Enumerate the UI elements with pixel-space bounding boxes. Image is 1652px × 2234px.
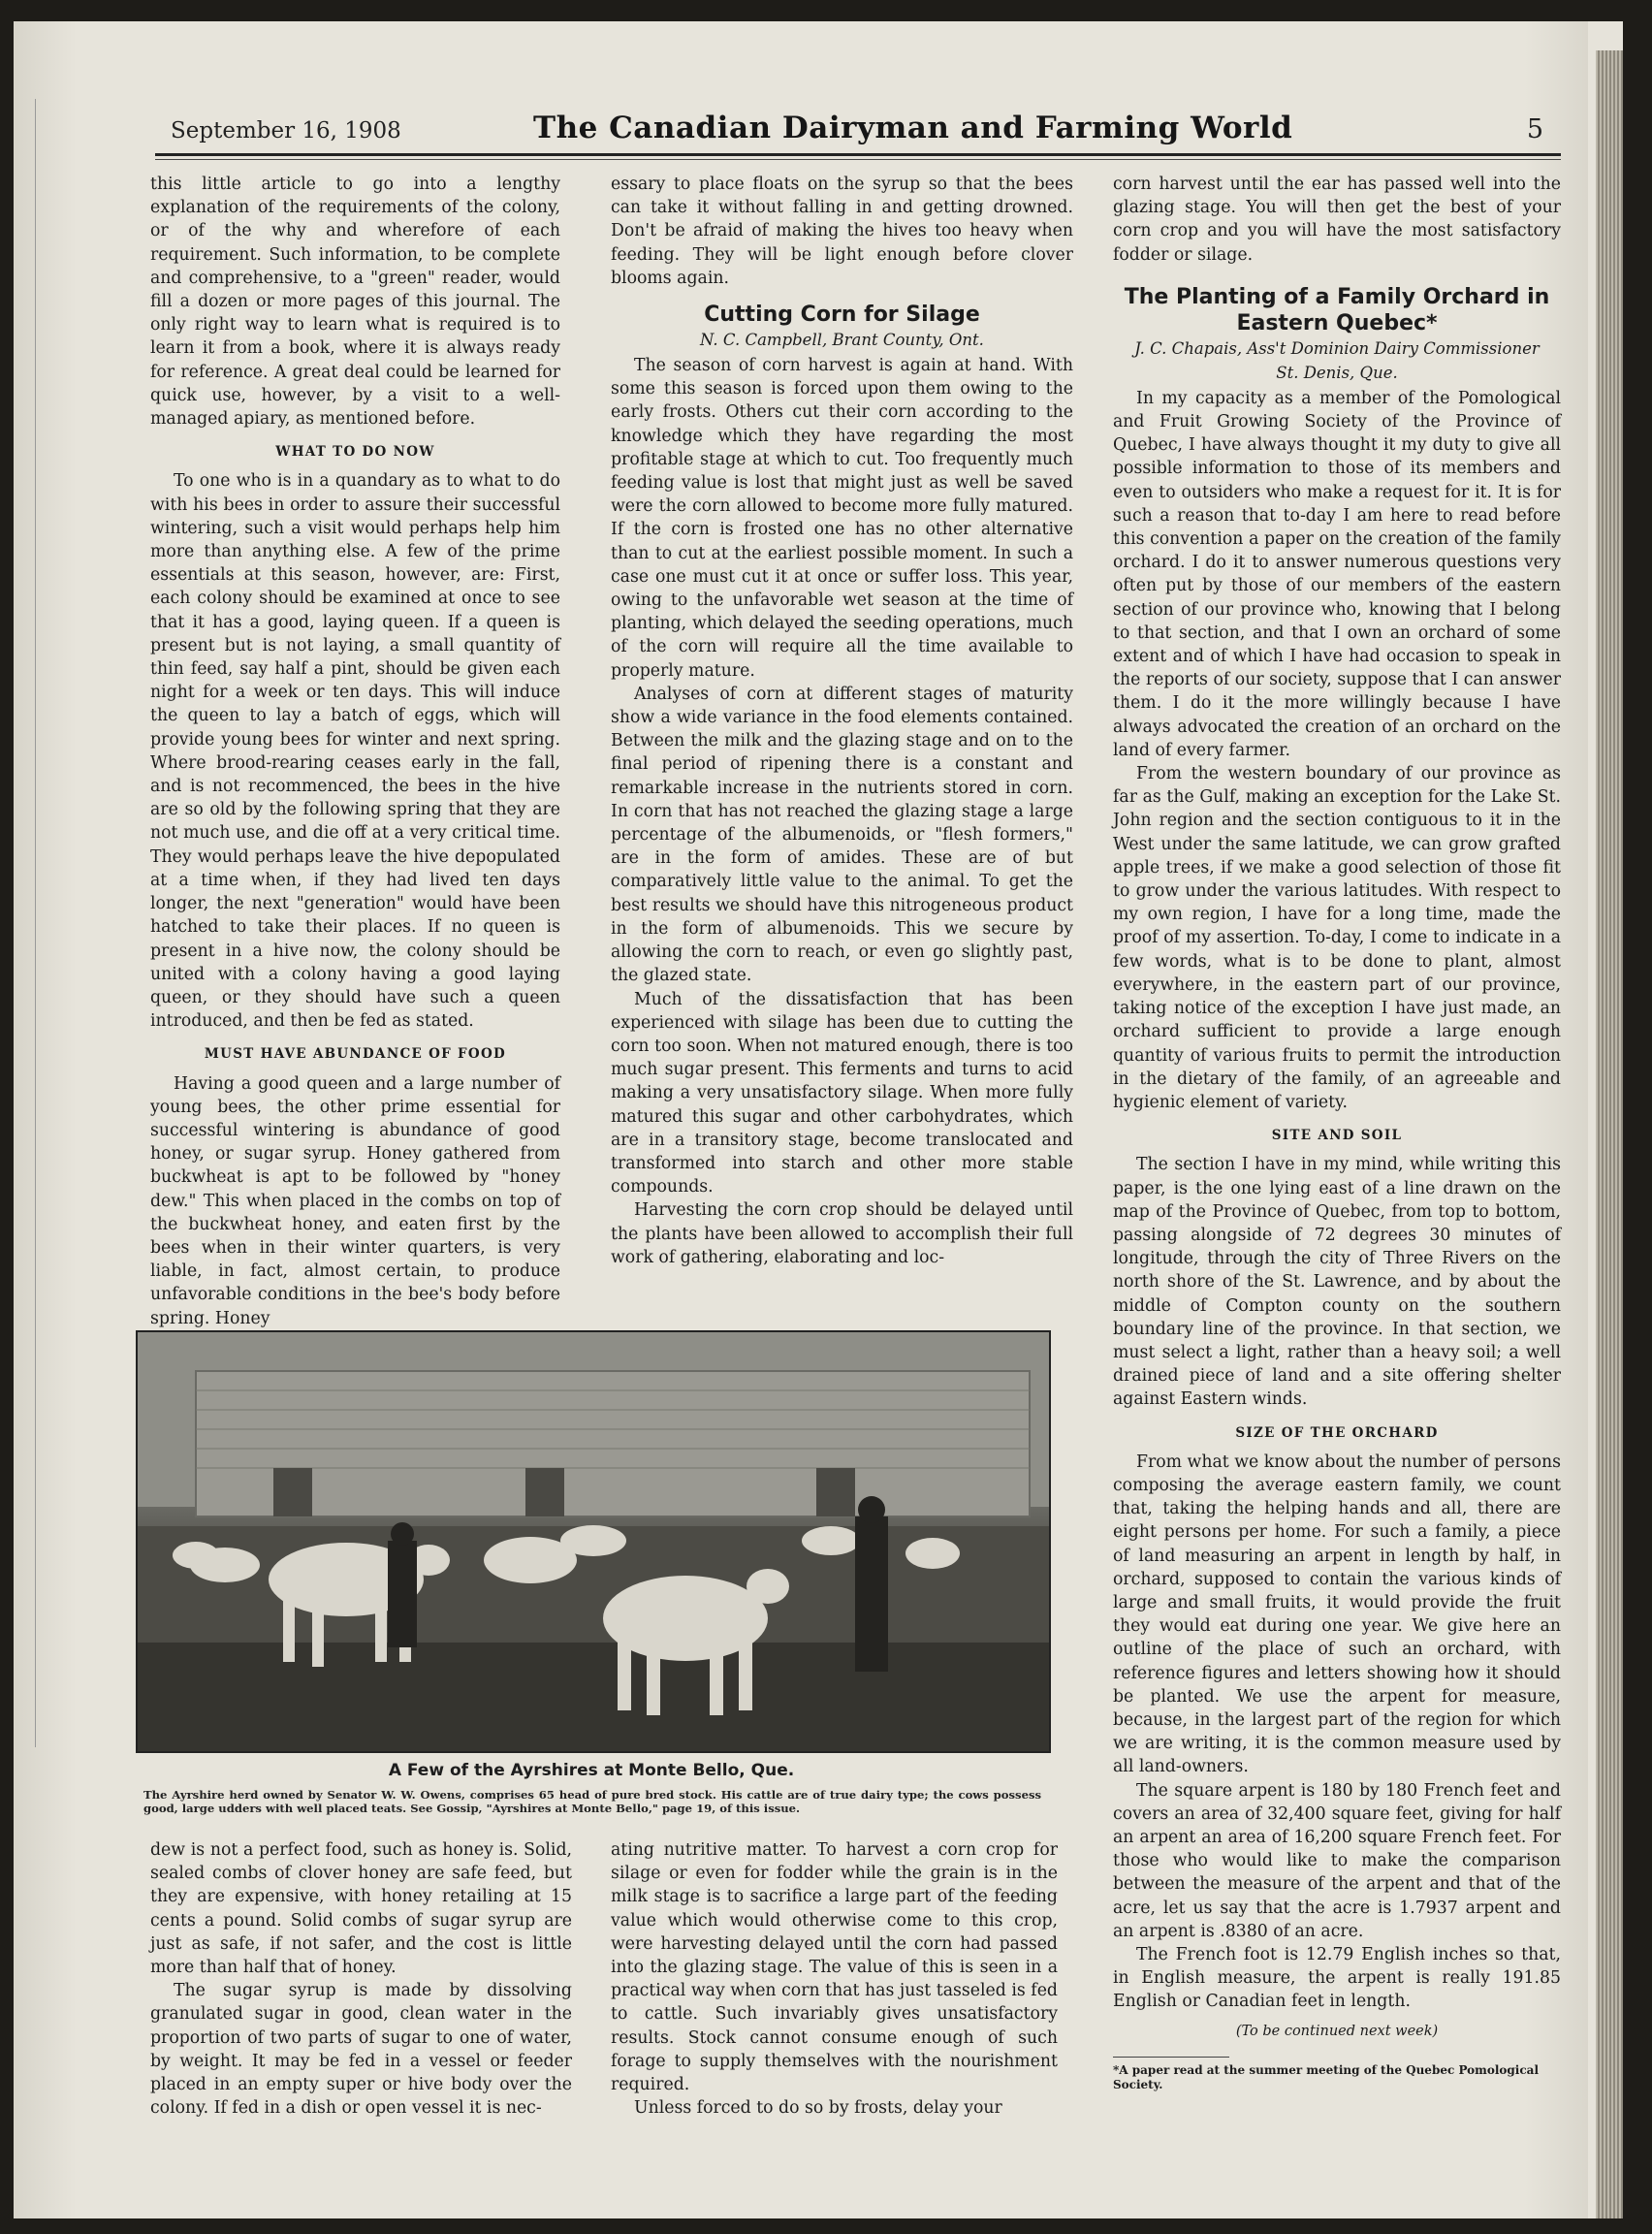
- subheading-what-to-do-now: WHAT TO DO NOW: [275, 444, 435, 461]
- paragraph: In my capacity as a member of the Pomological and Fruit Growing Society of the Province of Quebec, I have always thought it my duty to give all possible information to those of its members and even to outsiders who make a request for it. It is for such a reason that to-day I am here to read before this convention a paper on the creation of the family orchard. I do it to answer numerous questions very often put by those of our members of the eastern section of our province who, knowing that I belong to that section, and that I own an orchard of some extent and of which I have had occasion to speak in the reports of our society, suppose that I can answer them. I do it the more willingly because I have always advocated the creation of an orchard on the land of every farmer.: [1113, 388, 1561, 760]
- paragraph: From the western boundary of our province as far as the Gulf, making an exception for the Lake St. John region and the section contiguous to it in the West under the same latitude, we can grow grafted apple trees, if we make a good selection of those fit to grow under the various latitudes. With respect to my own region, I have for a long time, made the proof of my assertion. To-day, I come to indicate in a few words, what is to be done to plant, almost everywhere, in the eastern part of our province, taking notice of the exception I have just made, an orchard sufficient to provide a large enough quantity of various fruits to permit the introduction in the dietary of the family, of an agreeable and hygienic element of variety.: [1113, 764, 1561, 1112]
- paragraph: this little article to go into a lengthy explanation of the requirements of the colony, or of the why and wherefore of each requirement. Such information, to be complete and comprehensive, to a "green" reader, would fill a dozen or more pages of this journal. The only right way to learn what is required is to learn it from a book, where it is always ready for reference. A great deal could be learned for quick use, however, by a visit to a well-managed apiary, as mentioned before.: [150, 175, 560, 430]
- page-edge-stack: [1596, 50, 1623, 2218]
- paragraph: essary to place floats on the syrup so that the bees can take it without falling in and getting drowned. Don't be afraid of making the hives too heavy when feeding. They will be light enough before clover blooms again.: [611, 175, 1073, 288]
- paragraph: The section I have in my mind, while writing this paper, is the one lying east of a line drawn on the map of the Province of Quebec, from top to bottom, passing alongside of 72 degrees 30 minutes of longitude, through the city of Three Rivers on the north shore of the St. Lawrence, and by about the middle of Compton county on the southern boundary line of the province. In that section, we must select a light, rather than a heavy soil; a well drained piece of land and a site offering shelter against Eastern winds.: [1113, 1155, 1561, 1410]
- paragraph: Much of the dissatisfaction that has been experienced with silage has been due to cutting the corn too soon. When not matured enough, there is too much sugar present. This ferments and turns to acid making a very unsatisfactory silage. When more fully matured this sugar and other carbohydrates, which are in a transitory stage, become translocated and transformed into starch and other more stable compounds.: [611, 989, 1073, 1197]
- header-title: The Canadian Dairyman and Farming World: [533, 111, 1293, 145]
- byline: J. C. Chapais, Ass't Dominion Dairy Commissioner: [1134, 338, 1540, 358]
- subheading-site-and-soil: SITE AND SOIL: [1271, 1128, 1403, 1144]
- article-title-family-orchard: The Planting of a Family Orchard in Eastern Quebec*: [1124, 284, 1550, 335]
- paragraph: dew is not a perfect food, such as honey is. Solid, sealed combs of clover honey are safe feed, but they are expensive, with honey retailing at 15 cents a pound. Solid combs of sugar syrup are just as safe, if not safer, and the cost is little more than half that of honey.: [150, 1840, 572, 1978]
- paragraph: The square arpent is 180 by 180 French feet and covers an area of 32,400 square feet, giving for half an arpent an area of 16,200 square French feet. For those who would like to make the comparison between the measure of the arpent and that of the acre, let us say that the acre is 1.7937 arpent and an arpent is .8380 of an acre.: [1113, 1780, 1561, 1941]
- paragraph: The French foot is 12.79 English inches so that, in English measure, the arpent is really 191.85 English or Canadian feet in length.: [1113, 1945, 1561, 2012]
- column-2: [611, 173, 1073, 1269]
- continued-note: (To be continued next week): [1235, 2023, 1439, 2039]
- column-1: [150, 173, 560, 1330]
- paragraph: Analyses of corn at different stages of maturity show a wide variance in the food elements contained. Between the milk and the glazing stage and on to the final period of ripening there is a constant and remarkable increase in the nutrients stored in corn. In corn that has not reached the glazing stage a large percentage of the albumenoids, or "flesh formers," are in the form of amides. These are of but comparatively little value to the animal. To get the best results we should have this nitrogeneous product in the form of albumenoids. This we secure by allowing the corn to reach, or even go slightly past, the glazed state.: [611, 684, 1073, 986]
- paragraph: The sugar syrup is made by dissolving granulated sugar in good, clean water in the proportion of two parts of sugar to one of water, by weight. It may be fed in a vessel or feeder placed in an empty super or hive body over the colony. If fed in a dish or open vessel it is nec-: [150, 1981, 572, 2119]
- footnote-rule: [1113, 2057, 1229, 2058]
- photo-illustration: [138, 1332, 1049, 1751]
- byline-location: St. Denis, Que.: [1276, 363, 1398, 382]
- bottom-column-1: [150, 1838, 572, 2120]
- paragraph: From what we know about the number of persons composing the average eastern family, we count that, taking the helping hands and all, there are eight persons per home. For such a family, a piece of land measuring an arpent in length by half, in orchard, supposed to contain the various kinds of large and small fruits, it would provide the fruit they would eat during one year. We give here an outline of the place of such an orchard, with reference figures and letters showing how it should be planted. We use the arpent for measure, because, in the largest part of the region for which we are writing, it is the common measure used by all land-owners.: [1113, 1452, 1561, 1777]
- binding-line: [35, 99, 36, 1747]
- subheading-abundance-of-food: MUST HAVE ABUNDANCE OF FOOD: [204, 1046, 507, 1063]
- header-date: September 16, 1908: [171, 118, 401, 144]
- photo-caption-text: The Ayrshire herd owned by Senator W. W. Owens, comprises 65 head of pure bred stock. His cattle are of true dairy type; the cows possess good, large udders with well placed teats. See Gossip, "Ayrshires at Monte Bello," page 19, of this issue.: [143, 1788, 1041, 1815]
- paragraph: Harvesting the corn crop should be delayed until the plants have been allowed to accomplish their full work of gathering, elaborating and loc-: [611, 1200, 1073, 1267]
- column-3: [1113, 173, 1561, 2092]
- paragraph: corn harvest until the ear has passed well into the glazing stage. You will then get the best of your corn crop and you will have the most satisfactory fodder or silage.: [1113, 175, 1561, 265]
- article-title-corn-silage: Cutting Corn for Silage: [704, 303, 980, 328]
- footnote: *A paper read at the summer meeting of the Quebec Pomological Society.: [1113, 2062, 1540, 2091]
- page-number: 5: [1526, 114, 1543, 144]
- paragraph: To one who is in a quandary as to what to do with his bees in order to assure their successful wintering, such a visit would perhaps help him more than anything else. A few of the prime essentials at this season, however, are: First, each colony should be examined at once to see that it has a good, laying queen. If a queen is present but is not laying, a small quantity of thin feed, say half a pint, should be given each night for a week or ten days. This will induce the queen to lay a batch of eggs, which will provide young bees for winter and next spring. Where brood-rearing ceases early in the fall, and is not recommenced, the bees in the hive are so old by the following spring that they are not much use, and die off at a very critical time. They would perhaps leave the hive depopulated at a time when, if they had lived ten days longer, the next "generation" would have been hatched to take their places. If no queen is present in a hive now, the colony should be united with a colony having a good laying queen, or they should have such a queen introduced, and then be fed as stated.: [150, 471, 560, 1032]
- paragraph: Unless forced to do so by frosts, delay your: [634, 2098, 1002, 2119]
- paragraph: Having a good queen and a large number of young bees, the other prime essential for successful wintering is abundance of good honey, or sugar syrup. Honey gathered from buckwheat is apt to be followed by "honey dew." This when placed in the combs on top of the buckwheat honey, and eaten first by the bees when in their winter quarters, is very liable, in fact, almost certain, to produce unfavorable conditions in the bee's body before spring. Honey: [150, 1073, 560, 1328]
- paragraph: The season of corn harvest is again at hand. With some this season is forced upon them owing to the early frosts. Others cut their corn according to the knowledge which they have regarding the most profitable stage at which to cut. Too frequently much feeding value is lost that might just as well be saved were the corn allowed to become more fully matured. If the corn is frosted one has no other alternative than to cut at the earliest possible moment. In such a case one must cut it at once or suffer loss. This year, owing to the unfavorable wet season at the time of planting, which delayed the seeding operations, much of the corn will require all the time available to properly mature.: [611, 356, 1073, 681]
- photo-caption-title: A Few of the Ayrshires at Monte Bello, Que.: [388, 1761, 795, 1780]
- ayrshire-cattle-photo: [136, 1330, 1051, 1753]
- running-header: [155, 111, 1561, 156]
- header-rule: [155, 159, 1561, 160]
- byline: N. C. Campbell, Brant County, Ont.: [700, 331, 984, 350]
- bottom-column-2: [611, 1838, 1058, 2120]
- paragraph: ating nutritive matter. To harvest a corn crop for silage or even for fodder while the grain is in the milk stage is to sacrifice a large part of the feeding value which would otherwise come to this crop, were harvesting delayed until the corn had passed into the glazing stage. The value of this is seen in a practical way when corn that has just tasseled is fed to cattle. Such invariably gives unsatisfactory results. Stock cannot consume enough of such forage to supply themselves with the nourishment required.: [611, 1840, 1058, 2095]
- subheading-size-of-orchard: SIZE OF THE ORCHARD: [1235, 1424, 1439, 1441]
